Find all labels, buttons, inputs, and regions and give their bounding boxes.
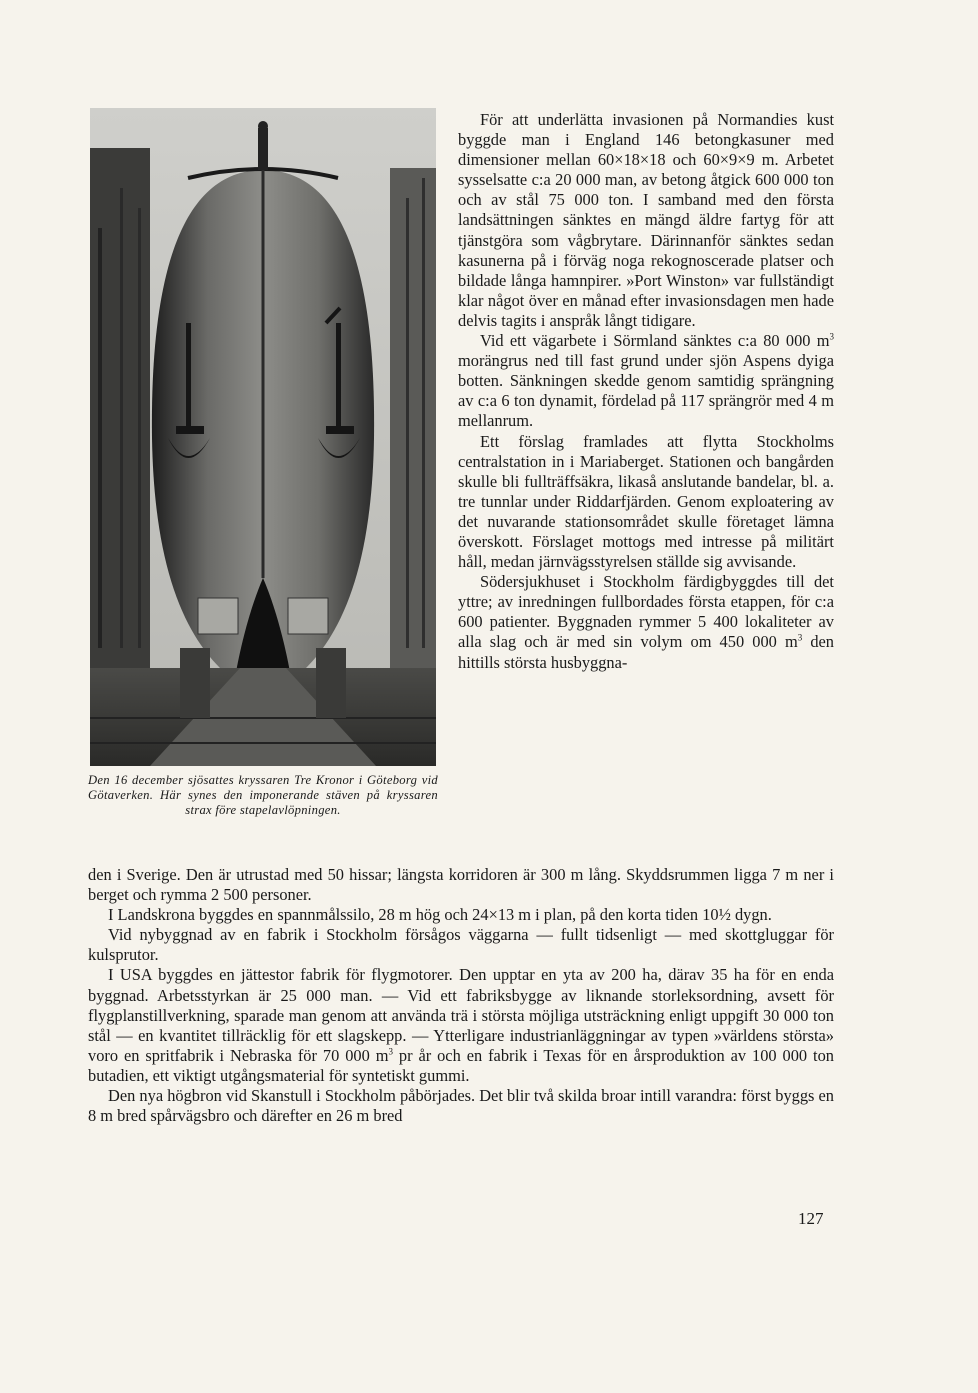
right-column — [458, 110, 834, 673]
page-number: 127 — [798, 1209, 824, 1228]
superscript: 3 — [797, 632, 803, 643]
paragraph-skanstull: Den nya högbron vid Skanstull i Stockholm påbörjades. Det blir två skilda broar intill varandra: först byggs en 8 m bred spårvägsbro och därefter en 26 m bred — [88, 1086, 834, 1126]
paragraph-sodersjukhuset — [458, 572, 834, 672]
figure-caption: Den 16 december sjösattes kryssaren Tre Kronor i Göteborg vid Götaverken. Här synes den imponerande stäven på kryssaren strax före stapelavlöpningen. — [88, 773, 438, 817]
text-run: Vid ett vägarbete i Sörmland sänktes c:a 80 000 m — [480, 331, 830, 351]
text-run: I USA byggdes en jättestor fabrik för flygmotorer. Den upptar en yta av 200 ha, därav 35 ha för en enda byggnad. Arbetsstyrkan är 25 000 man. — Vid ett fabriksbygge av liknande storleksordning, avsett för flygplanstillverkning, sparade man genom att använda trä i största möjliga utsträckning enligt uppgift 30 000 ton stål — en kvantitet tillräcklig för ett slagskepp. — Ytterligare industrianläggningar av typen »världens största» voro en spritfabrik i Nebraska för 70 000 m — [88, 965, 834, 1065]
paragraph-normandy: För att underlätta invasionen på Normandies kust byggde man i England 146 betongkasuner med dimensioner mellan 60×18×18 och 60×9×9 m. Arbetet sysselsatte c:a 20 000 man, av betong åtgick 600 000 ton och av stål 75 000 ton. I samband med den första landsättningen sänktes en mängd äldre fartyg för att tjänstgöra som vågbrytare. Därinnanför sänktes sedan kasunerna på i förväg noga rekognoscerade platser och bildade långa hamnpirer. »Port Winston» var fullständigt klar något över en månad efter invasionsdagen men hade delvis tagits i anspråk långt tidigare. — [458, 110, 834, 330]
paragraph-factory-stockholm: Vid nybyggnad av en fabrik i Stockholm försågos väggarna — fullt tidsenligt — med skottgluggar för kulsprutor. — [88, 925, 834, 965]
paragraph-central-station: Ett förslag framlades att flytta Stockholms centralstation in i Mariaberget. Stationen och bangården skulle bli fullträffsäkra, likaså anslutande bandelar, bl. a. tre tunnlar under Riddarfjärden. Genom exploatering av det nuvarande stationsområdet skulle företaget lämna överskott. Förslaget mottogs med intresse på militärt håll, medan järnvägsstyrelsen ställde sig avvisande. — [458, 431, 834, 572]
paragraph-sodersjukhuset-continued: den i Sverige. Den är utrustad med 50 hissar; längsta korridoren är 300 m lång. Skyddsrummen ligga 7 m ner i berget och rymma 2 500 personer. — [88, 865, 834, 905]
cruiser-bow-illustration — [90, 108, 436, 766]
full-width-text — [88, 865, 834, 1126]
paragraph-landskrona: I Landskrona byggdes en spannmålssilo, 28 m hög och 24×13 m i plan, på den korta tiden 10½ dygn. — [108, 905, 772, 925]
text-run: pr år och en fabrik i Texas för en årsproduktion av 100 000 ton butadien, ett viktigt utgångsmaterial för syntetiskt gummi. — [88, 1045, 834, 1085]
text-run: Södersjukhuset i Stockholm färdigbyggdes till det yttre; av inredningen fullbordades första etappen, för c:a 600 patienter. Byggnaden rymmer 5 400 lokaliteter av alla slag och är med sin volym om 450 000 m — [458, 572, 834, 652]
ship-bow-photo — [90, 108, 436, 766]
text-run: den hittills största husbyggna- — [458, 632, 834, 672]
superscript: 3 — [388, 1046, 393, 1057]
paragraph-usa — [88, 965, 834, 1086]
text-run: morängrus ned till fast grund under sjön Aspens dyiga botten. Sänkningen skedde genom samtidig sprängning av c:a 6 ton dynamit, fördelad på 117 sprängrör med 4 m mellanrum. — [458, 351, 834, 431]
paragraph-sormland — [458, 331, 834, 431]
superscript: 3 — [829, 331, 834, 342]
